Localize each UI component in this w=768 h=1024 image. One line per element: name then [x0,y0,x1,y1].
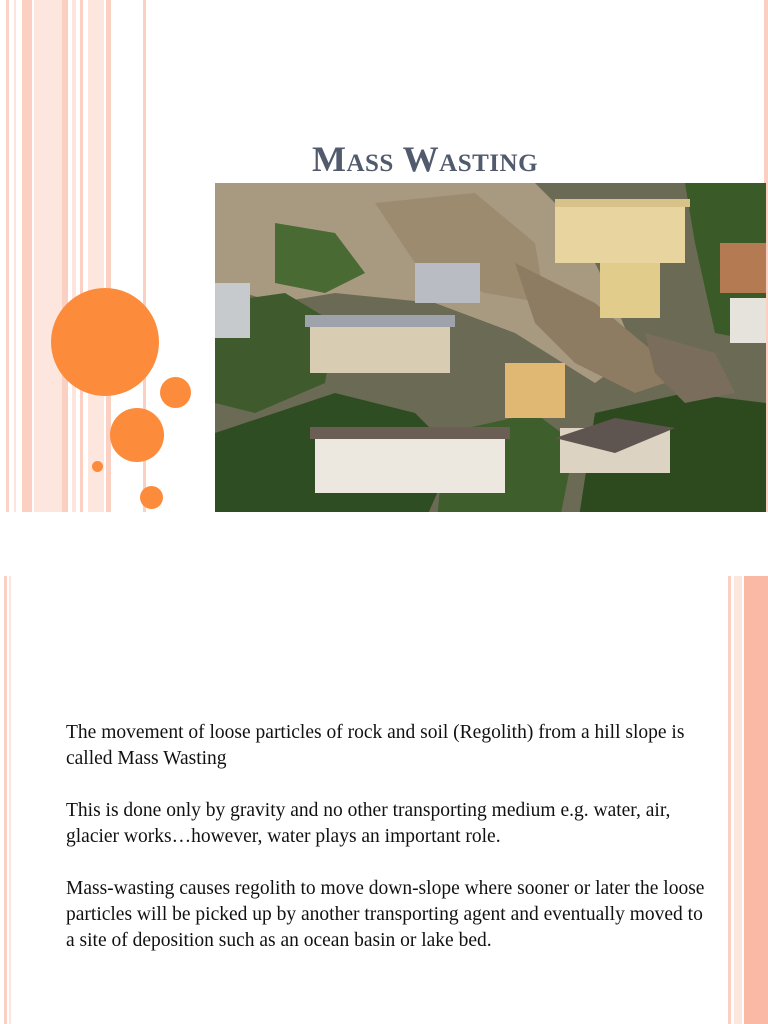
decorative-circle-tiny [92,461,103,472]
decorative-stripes-right-2 [728,576,768,1024]
decorative-circle-small-2 [140,486,163,509]
decorative-stripes-left [0,0,150,576]
paragraph-definition: The movement of loose particles of rock and soil (Regolith) from a hill slope is called Mass Wasting [66,722,685,769]
slide-gap [0,512,768,576]
paragraph-gravity: This is done only by gravity and no other transporting medium e.g. water, air, glacier works…however, water plays an important role. [66,800,671,847]
landslide-photo [215,183,766,543]
paragraph-process: Mass-wasting causes regolith to move down-slope where sooner or later the loose particles will be picked up by another transporting agent and eventually moved to a site of deposition such as an ocean basin or lake bed. [66,878,705,951]
decorative-stripes-left-2 [0,576,14,1024]
decorative-circle-small [160,377,191,408]
slide-body-text [66,720,706,980]
decorative-circle-medium [110,408,164,462]
decorative-circle-large [51,288,159,396]
slide-title: Mass Wasting [311,139,539,179]
